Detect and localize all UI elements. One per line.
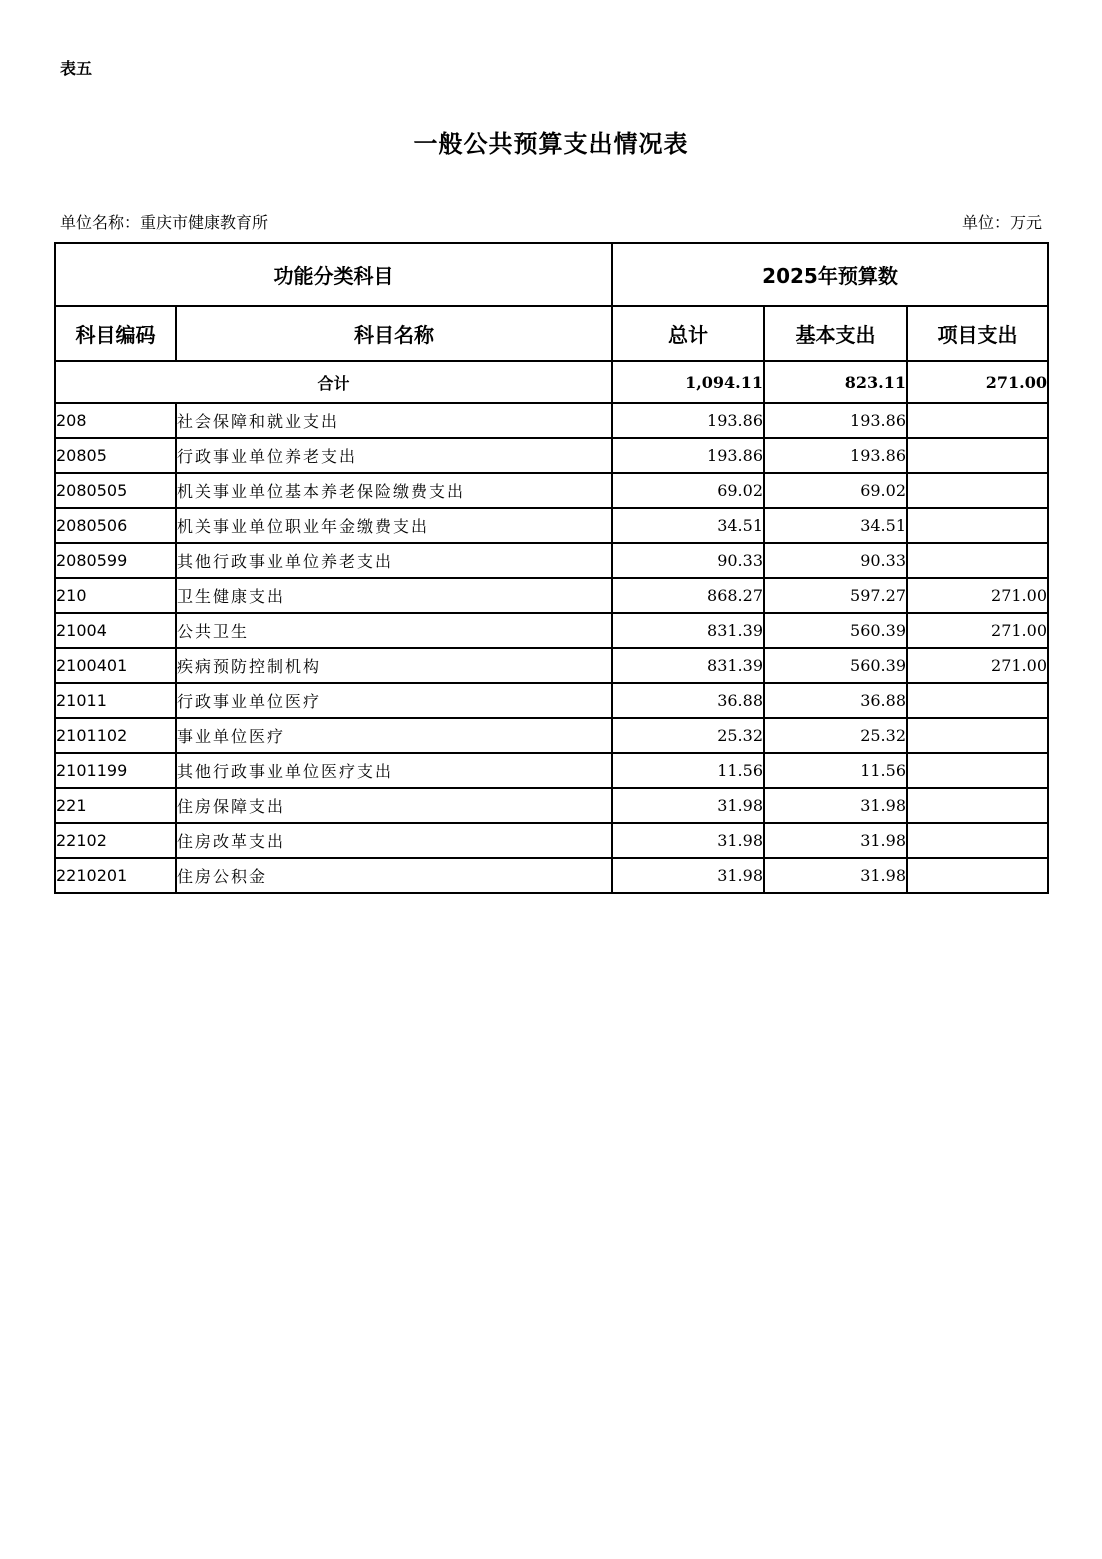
table-row xyxy=(55,788,1048,823)
code-cell: 20805 xyxy=(55,438,176,473)
table-body xyxy=(55,361,1048,893)
basic-cell: 560.39 xyxy=(764,648,907,683)
name-cell: 机关事业单位职业年金缴费支出 xyxy=(176,508,612,543)
code-cell: 21011 xyxy=(55,683,176,718)
total-cell: 25.32 xyxy=(612,718,764,753)
code-cell: 2101102 xyxy=(55,718,176,753)
total-cell: 31.98 xyxy=(612,823,764,858)
total-total-cell: 1,094.11 xyxy=(612,361,764,403)
code-cell: 2210201 xyxy=(55,858,176,893)
project-cell xyxy=(907,823,1048,858)
name-cell: 事业单位医疗 xyxy=(176,718,612,753)
basic-cell: 25.32 xyxy=(764,718,907,753)
total-row xyxy=(55,361,1048,403)
total-cell: 90.33 xyxy=(612,543,764,578)
total-project-cell: 271.00 xyxy=(907,361,1048,403)
table-row xyxy=(55,683,1048,718)
project-cell xyxy=(907,508,1048,543)
project-cell xyxy=(907,753,1048,788)
total-cell: 193.86 xyxy=(612,438,764,473)
table-header-row xyxy=(55,306,1048,361)
project-cell: 271.00 xyxy=(907,578,1048,613)
name-cell: 住房改革支出 xyxy=(176,823,612,858)
table-row xyxy=(55,578,1048,613)
total-label: 合计 xyxy=(55,361,612,403)
total-cell: 31.98 xyxy=(612,788,764,823)
code-cell: 221 xyxy=(55,788,176,823)
basic-cell: 31.98 xyxy=(764,788,907,823)
project-cell xyxy=(907,473,1048,508)
basic-cell: 193.86 xyxy=(764,438,907,473)
name-cell: 疾病预防控制机构 xyxy=(176,648,612,683)
table-row xyxy=(55,543,1048,578)
column-header-name: 科目名称 xyxy=(176,306,612,361)
column-header-code: 科目编码 xyxy=(55,306,176,361)
basic-cell: 193.86 xyxy=(764,403,907,438)
code-cell: 2100401 xyxy=(55,648,176,683)
code-cell: 208 xyxy=(55,403,176,438)
basic-cell: 69.02 xyxy=(764,473,907,508)
name-cell: 其他行政事业单位养老支出 xyxy=(176,543,612,578)
total-cell: 34.51 xyxy=(612,508,764,543)
code-cell: 22102 xyxy=(55,823,176,858)
project-cell xyxy=(907,438,1048,473)
total-cell: 11.56 xyxy=(612,753,764,788)
total-cell: 831.39 xyxy=(612,613,764,648)
functional-classification-header: 功能分类科目 xyxy=(55,243,612,306)
project-cell: 271.00 xyxy=(907,613,1048,648)
unit-name-label: 单位名称：重庆市健康教育所 xyxy=(60,213,269,232)
basic-cell: 31.98 xyxy=(764,858,907,893)
project-cell: 271.00 xyxy=(907,648,1048,683)
table-header-group-row xyxy=(55,243,1048,306)
name-cell: 住房保障支出 xyxy=(176,788,612,823)
total-basic-cell: 823.11 xyxy=(764,361,907,403)
project-cell xyxy=(907,403,1048,438)
column-header-project: 项目支出 xyxy=(907,306,1048,361)
table-row xyxy=(55,648,1048,683)
budget-year-header: 2025年预算数 xyxy=(612,243,1048,306)
code-cell: 210 xyxy=(55,578,176,613)
name-cell: 卫生健康支出 xyxy=(176,578,612,613)
currency-unit-label: 单位：万元 xyxy=(961,213,1042,232)
table-row xyxy=(55,508,1048,543)
budget-expenditure-table xyxy=(54,242,1049,894)
page-title: 一般公共预算支出情况表 xyxy=(413,129,689,158)
project-cell xyxy=(907,858,1048,893)
basic-cell: 560.39 xyxy=(764,613,907,648)
code-cell: 21004 xyxy=(55,613,176,648)
table-row xyxy=(55,438,1048,473)
table-row xyxy=(55,858,1048,893)
basic-cell: 34.51 xyxy=(764,508,907,543)
code-cell: 2101199 xyxy=(55,753,176,788)
name-cell: 其他行政事业单位医疗支出 xyxy=(176,753,612,788)
name-cell: 机关事业单位基本养老保险缴费支出 xyxy=(176,473,612,508)
total-cell: 193.86 xyxy=(612,403,764,438)
column-header-basic: 基本支出 xyxy=(764,306,907,361)
name-cell: 行政事业单位养老支出 xyxy=(176,438,612,473)
name-cell: 公共卫生 xyxy=(176,613,612,648)
table-row xyxy=(55,823,1048,858)
table-row xyxy=(55,718,1048,753)
basic-cell: 11.56 xyxy=(764,753,907,788)
table-row xyxy=(55,473,1048,508)
project-cell xyxy=(907,543,1048,578)
name-cell: 住房公积金 xyxy=(176,858,612,893)
column-header-total: 总计 xyxy=(612,306,764,361)
basic-cell: 31.98 xyxy=(764,823,907,858)
table-row xyxy=(55,403,1048,438)
code-cell: 2080599 xyxy=(55,543,176,578)
table-row xyxy=(55,753,1048,788)
name-cell: 社会保障和就业支出 xyxy=(176,403,612,438)
project-cell xyxy=(907,788,1048,823)
code-cell: 2080505 xyxy=(55,473,176,508)
basic-cell: 36.88 xyxy=(764,683,907,718)
total-cell: 69.02 xyxy=(612,473,764,508)
total-cell: 36.88 xyxy=(612,683,764,718)
total-cell: 868.27 xyxy=(612,578,764,613)
code-cell: 2080506 xyxy=(55,508,176,543)
total-cell: 31.98 xyxy=(612,858,764,893)
project-cell xyxy=(907,718,1048,753)
name-cell: 行政事业单位医疗 xyxy=(176,683,612,718)
basic-cell: 90.33 xyxy=(764,543,907,578)
project-cell xyxy=(907,683,1048,718)
table-row xyxy=(55,613,1048,648)
table-number-label: 表五 xyxy=(60,59,93,78)
basic-cell: 597.27 xyxy=(764,578,907,613)
total-cell: 831.39 xyxy=(612,648,764,683)
